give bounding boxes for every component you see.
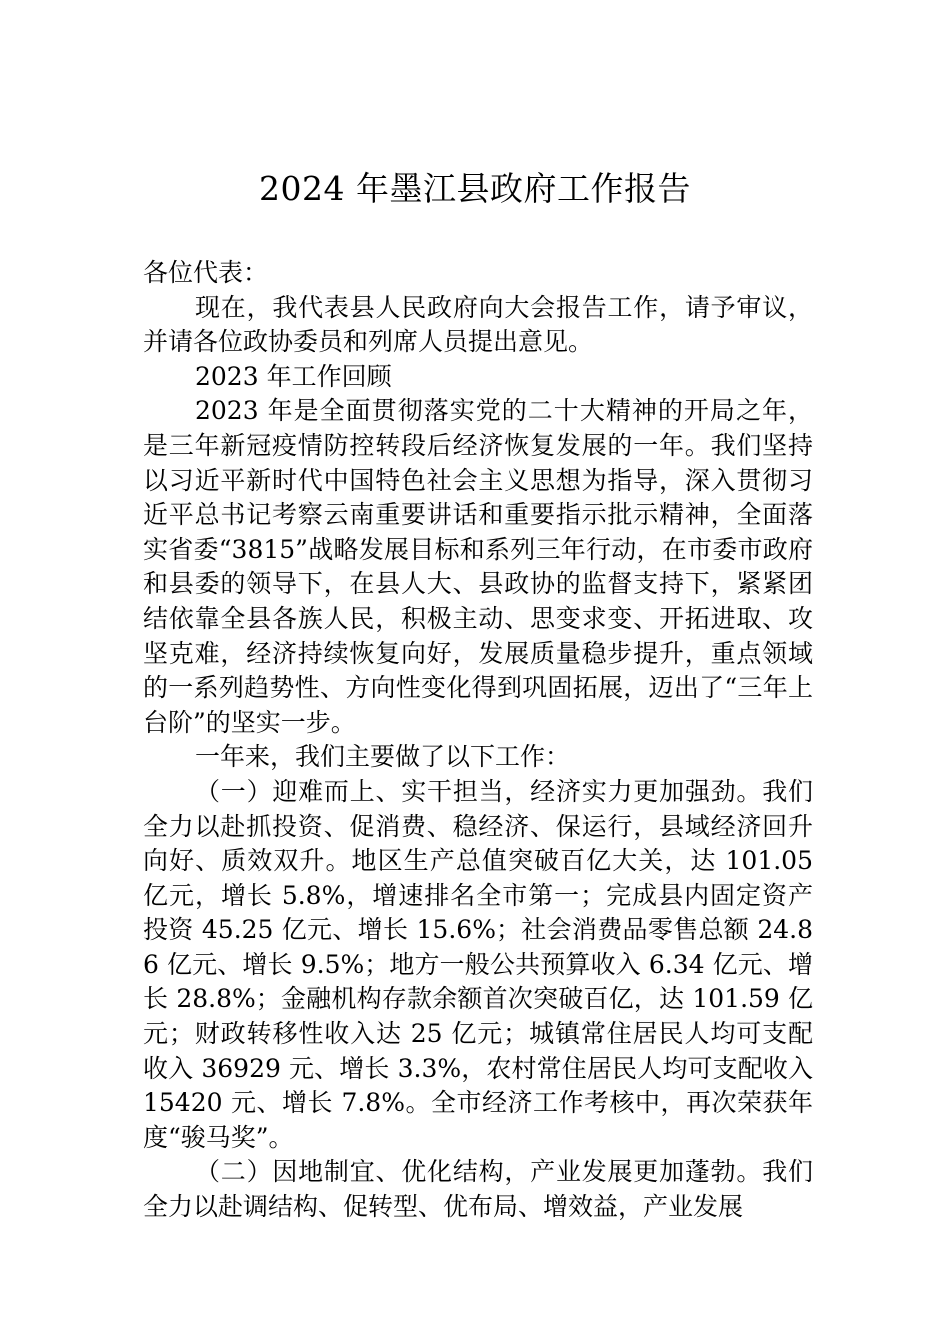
- document-title: 2024 年墨江县政府工作报告: [259, 169, 691, 208]
- document-body: [143, 256, 813, 1225]
- paragraph-opening: 现在，我代表县人民政府向大会报告工作，请予审议，并请各位政协委员和列席人员提出意见。: [143, 292, 813, 357]
- paragraph-industry: （二）因地制宜、优化结构，产业发展更加蓬勃。我们全力以赴调结构、促转型、优布局、增效益，产业发展: [143, 1157, 813, 1222]
- salutation: 各位代表：: [143, 258, 269, 287]
- paragraph-intro-work: 一年来，我们主要做了以下工作：: [195, 742, 571, 772]
- paragraph-overview: 2023 年是全面贯彻落实党的二十大精神的开局之年，是三年新冠疫情防控转段后经济恢复发展的一年。我们坚持以习近平新时代中国特色社会主义思想为指导，深入贯彻习近平总书记考察云南重要讲话和重要指示批示精神，全面落实省委“3815”战略发展目标和系列三年行动，在市委市政府和县委的领导下，在县人大、县政协的监督支持下，紧紧团结依靠全县各族人民，积极主动、思变求变、开拓进取、攻坚克难，经济持续恢复向好，发展质量稳步提升，重点领域的一系列趋势性、方向性变化得到巩固拓展，迈出了“三年上台阶”的坚实一步。: [143, 396, 813, 737]
- section-heading-review: 2023 年工作回顾: [195, 361, 392, 391]
- paragraph-economy: （一）迎难而上、实干担当，经济实力更加强劲。我们全力以赴抓投资、促消费、稳经济、保运行，县域经济回升向好、质效双升。地区生产总值突破百亿大关，达 101.05 亿元，增长 5.8%，增速排名全市第一；完成县内固定资产投资 45.25 亿元、增长 15.6%；社会消费品零售总额 24.86 亿元、增长 9.5%；地方一般公共预算收入 6.34 亿元、增长 28.8%；金融机构存款余额首次突破百亿，达 101.59 亿元；财政转移性收入达 25 亿元；城镇常住居民人均可支配收入 36929 元、增长 3.3%，农村常住居民人均可支配收入 15420 元、增长 7.8%。全市经济工作考核中，再次荣获年度“骏马奖”。: [143, 776, 813, 1152]
